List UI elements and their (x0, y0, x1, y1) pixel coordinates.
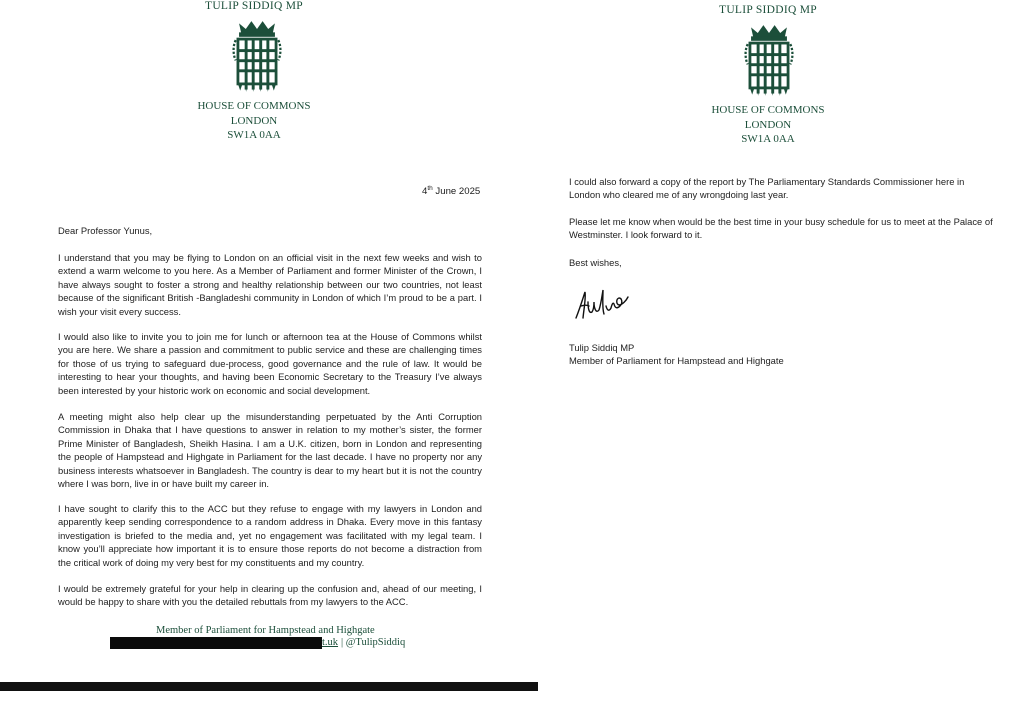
letter-page-2 (548, 0, 1024, 702)
paragraph-acc-misunderstanding: A meeting might also help clear up the misunderstanding perpetuated by the Anti Corruption Commission in Dhaka that I have questions to answer in relation to my mother’s sister, the former Prime Minister of Bangladesh, Sheikh Hasina. I am a U.K. citizen, born in London and representing the people of Hampstead and Highgate in Parliament for the last decade. I have no property nor any business interests whatsoever in Bangladesh. The country is dear to my heart but it is not the country where I was born, live in or have built my career in. (58, 411, 482, 490)
paragraph-standards-report: I could also forward a copy of the report by The Parliamentary Standards Commissioner here in London who cleared me of any wrongdoing last year. (569, 176, 965, 201)
letterhead-city: LONDON (230, 114, 278, 127)
letterhead-address (154, 99, 354, 143)
salutation: Dear Professor Yunus, (58, 225, 153, 236)
portcullis-icon (741, 24, 797, 98)
date-month-year: June 2025 (432, 186, 481, 198)
paragraph-welcome: I understand that you may be flying to London on an official visit in the next few weeks and wish to extend a warm welcome to you here. As a Member of Parliament and former Minister of the Crown, I have always sought to foster a strong and healthy relationship between our two countries, not least because of the significant British -Bangladeshi community in London of which I’m proud to be a part. I wish your visit every success. (58, 252, 482, 317)
closing: Best wishes, (569, 257, 622, 268)
letterhead-house: HOUSE OF COMMONS (197, 100, 311, 112)
portcullis-icon (229, 20, 285, 94)
signatory-name: Tulip Siddiq MP (569, 342, 635, 353)
letterhead-mp-name: TULIP SIDDIQ MP (205, 0, 303, 12)
letterhead-address (668, 103, 868, 147)
paragraph-request-help: I would be extremely grateful for your help in clearing up the confusion and, ahead of our meeting, I would be happy to share with you the detailed rebuttals from my lawyers to the ACC. (58, 583, 482, 608)
letter-date (422, 185, 480, 197)
date-suffix: th (427, 185, 433, 192)
paragraph-meeting-request: Please let me know when would be the best time in your busy schedule for us to meet at the Palace of Westminster. I look forward to it. (569, 216, 993, 241)
letterhead-mp-name: TULIP SIDDIQ MP (719, 4, 817, 16)
footer-email-fragment: t.uk (322, 637, 339, 648)
signatory-title: Member of Parliament for Hampstead and Highgate (569, 355, 784, 366)
letterhead-postcode: SW1A 0AA (227, 129, 281, 141)
handwritten-signature (572, 284, 636, 326)
letterhead-city: LONDON (744, 118, 792, 131)
redaction-bar (110, 637, 322, 649)
paragraph-acc-clarification: I have sought to clarify this to the ACC but they refuse to engage with my lawyers in London and apparently keep sending correspondence to a random address in Dhaka. Every move in this fantasy investigation is briefed to the media and, yet no engagement was facilitated with my legal team. I know you’ll appreciate how important it is to ensure those reports do not become a distraction from the critical work of doing my very best for my constituents and my country. (58, 503, 482, 568)
footer-constituency: Member of Parliament for Hampstead and Highgate (156, 625, 375, 636)
scan-edge-bar (0, 682, 538, 691)
footer-twitter-handle: | @TulipSiddiq (341, 637, 406, 648)
letterhead-postcode: SW1A 0AA (741, 133, 795, 145)
letterhead-house: HOUSE OF COMMONS (711, 104, 825, 116)
paragraph-invitation: I would also like to invite you to join me for lunch or afternoon tea at the House of Commons whilst you are here. We share a passion and commitment to public service and these are challenging times for those of us trying to safeguard due-process, good governance and the rule of law. It would be interesting to hear your thoughts, and having been Economic Secretary to the Treasury I’ve always been interested by your historic work on economic and social development. (58, 331, 482, 396)
date-day: 4 (422, 186, 428, 198)
